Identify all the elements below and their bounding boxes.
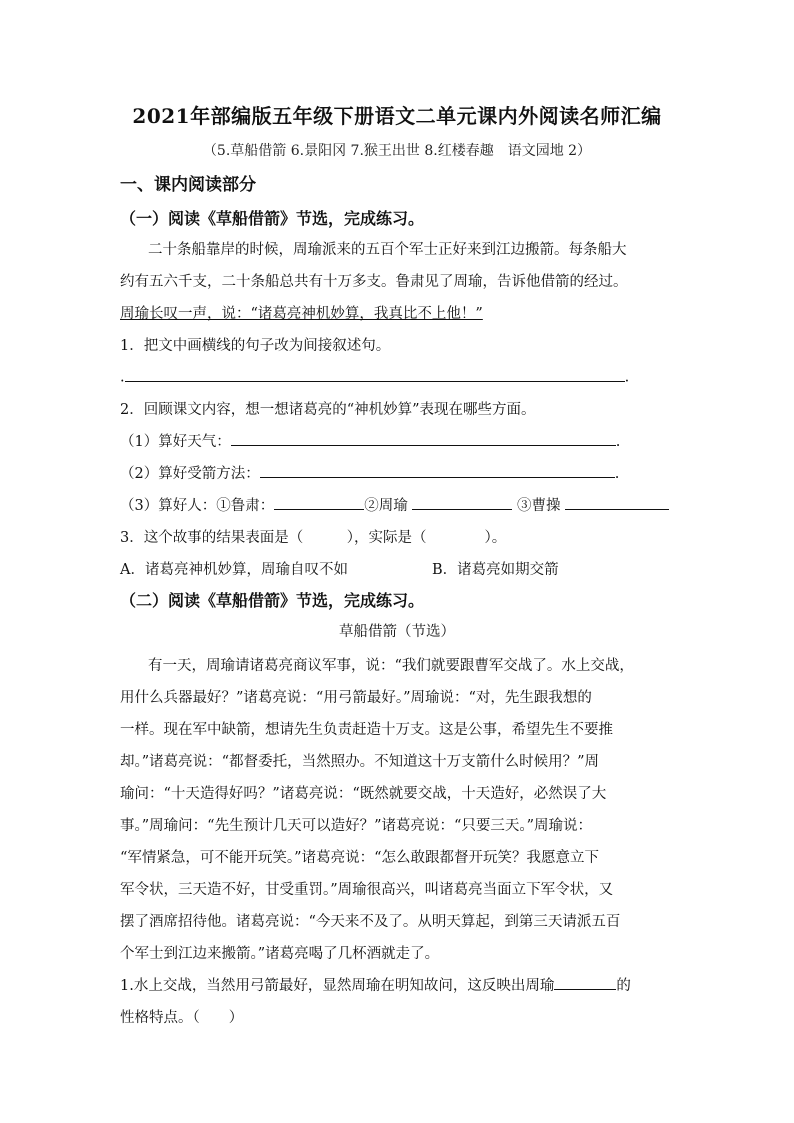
item-label: （1）算好天气： [120,434,231,450]
question-2: 2．回顾课文内容，想一想诸葛亮的“神机妙算”表现在哪些方面。 [120,402,536,418]
part2-question-1-cont: 性格特点。（ ） [120,1010,244,1026]
text-title: 草船借箭（节选） [339,624,455,640]
question-2-item-1: （1）算好天气： . [120,430,620,451]
part2-question-1 [120,974,631,995]
passage2-line-6: 事。”周瑜问：“先生预计几天可以造好？”诸葛亮说：“只要三天。”周瑜说： [120,818,593,834]
passage2-line-2: 用什么兵器最好？”诸葛亮说：“用弓箭最好。”周瑜说：“对，先生跟我想的 [120,690,592,706]
passage2-line-3: 一样。现在军中缺箭，想请先生负责赶造十万支。这是公事，希望先生不要推 [120,722,613,738]
part2-heading: （二）阅读《草船借箭》节选，完成练习。 [120,591,425,610]
item-label: （3）算好人：①鲁肃： [120,498,275,514]
page-title: 2021年部编版五年级下册语文二单元课内外阅读名师汇编 [132,104,662,128]
question-text: 的 [616,978,631,994]
part1-heading: （一）阅读《草船借箭》节选，完成练习。 [120,209,425,228]
question-2-item-3 [120,494,669,515]
question-1: 1．把文中画横线的句子改为间接叙述句。 [120,338,391,354]
answer-blank[interactable] [260,463,615,479]
question-3: 3．这个故事的结果表面是（ ），实际是（ ）。 [120,530,507,546]
question-text: 1.水上交战，当然用弓箭最好，显然周瑜在明知故问，这反映出周瑜 [120,978,555,994]
passage1-line-2: 约有五六千支，二十条船总共有十万多支。鲁肃见了周瑜，告诉他借箭的经过。 [120,274,628,290]
passage2-line-8: 军令状，三天造不好，甘受重罚。”周瑜很高兴，叫诸葛亮当面立下军令状，又 [120,882,614,898]
answer-blank[interactable] [274,495,364,511]
passage2-line-9: 摆了酒席招待他。诸葛亮说：“今天来不及了。从明天算起，到第三天请派五百 [120,914,621,930]
section-heading: 一、课内阅读部分 [120,175,256,195]
item-label: ③曹操 [516,498,561,514]
page-subtitle: （5.草船借箭 6.景阳冈 7.猴王出世 8.红楼春趣 语文园地 2） [202,143,592,159]
answer-blank[interactable] [231,431,616,447]
question-2-item-2: （2）算好受箭方法： . [120,462,619,483]
passage1-line-3: 周瑜长叹一声，说：“诸葛亮神机妙算，我真比不上他！” [120,306,483,322]
answer-blank[interactable] [565,495,669,511]
passage2-line-5: 瑜问：“十天造得好吗？”诸葛亮说：“既然就要交战，十天造好，必然误了大 [120,786,607,802]
answer-line-1[interactable]: . . [120,366,629,386]
passage2-line-10: 个军士到江边来搬箭。”诸葛亮喝了几杯酒就走了。 [120,946,440,962]
passage2-line-7: “军情紧急，可不能开玩笑。”诸葛亮说：“怎么敢跟都督开玩笑？我愿意立下 [120,850,599,866]
answer-blank[interactable] [554,975,616,991]
passage2-line-1: 有一天，周瑜请诸葛亮商议军事，说：“我们就要跟曹军交战了。水上交战， [148,658,634,674]
option-a[interactable]: A．诸葛亮神机妙算，周瑜自叹不如 [120,562,348,578]
answer-blank[interactable] [412,495,512,511]
item-label: （2）算好受箭方法： [120,466,260,482]
option-b[interactable]: B．诸葛亮如期交箭 [432,562,559,578]
item-label: ②周瑜 [364,498,408,514]
passage2-line-4: 却。”诸葛亮说：“都督委托，当然照办。不知道这十万支箭什么时候用？”周 [120,754,599,770]
passage1-line-1: 二十条船靠岸的时候，周瑜派来的五百个军士正好来到江边搬箭。每条船大 [148,242,627,258]
